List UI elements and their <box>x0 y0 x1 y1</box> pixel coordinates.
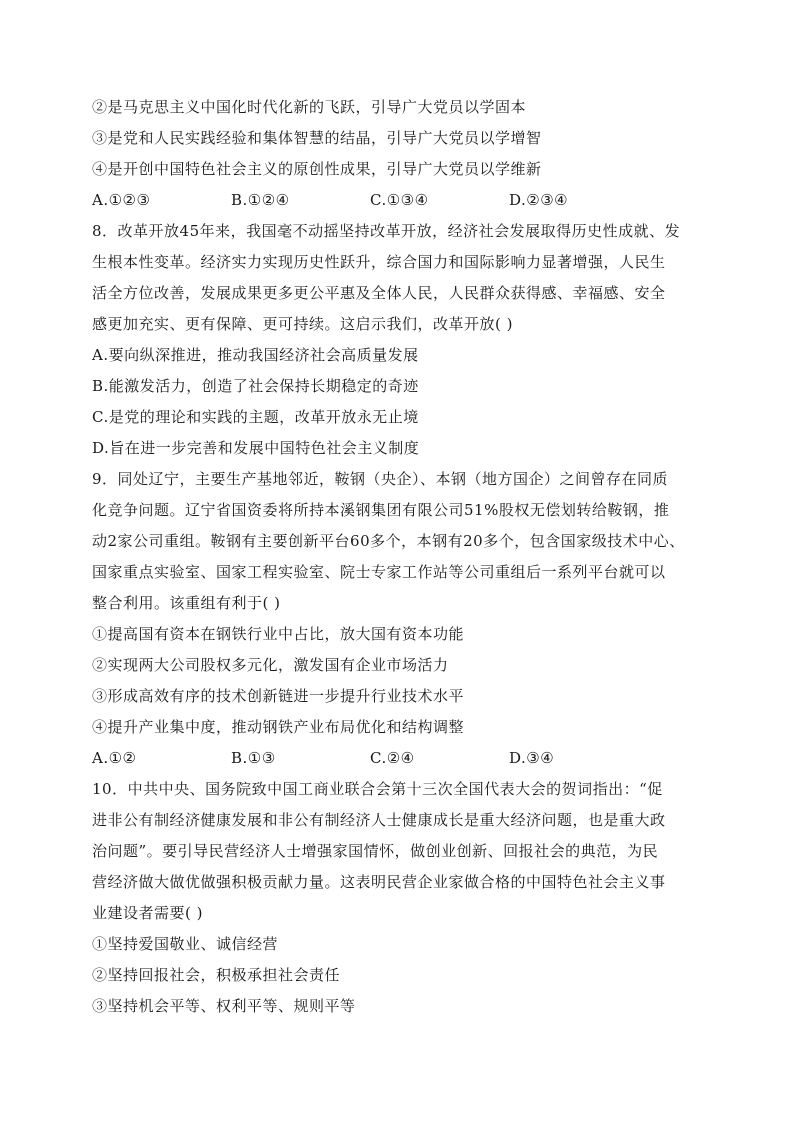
q9-stem-line-1: 9．同处辽宁，主要生产基地邻近，鞍钢（央企）、本钢（地方国企）之间曾存在同质 <box>92 470 669 488</box>
q9-option-a[interactable]: A.①② <box>92 749 137 767</box>
q10-stem-line-5: 业建设者需要( ) <box>92 904 203 922</box>
q9-option-c[interactable]: C.②④ <box>370 749 415 767</box>
exam-page <box>92 92 712 1022</box>
q7-item-2: ②是马克思主义中国化时代化新的飞跃，引导广大党员以学固本 <box>92 98 527 116</box>
q10-item-1: ①坚持爱国敬业、诚信经营 <box>92 935 279 953</box>
q9-item-4: ④提升产业集中度，推动钢铁产业布局优化和结构调整 <box>92 718 465 736</box>
q8-option-a[interactable]: A.要向纵深推进，推动我国经济社会高质量发展 <box>92 346 419 364</box>
q8-option-b[interactable]: B.能激发活力，创造了社会保持长期稳定的奇迹 <box>92 377 419 395</box>
q7-option-c[interactable]: C.①③④ <box>370 191 429 209</box>
q7-options <box>92 185 712 216</box>
q9-stem-line-5: 整合利用。该重组有利于( ) <box>92 594 281 612</box>
q9-option-d[interactable]: D.③④ <box>509 749 555 767</box>
q8-stem-line-2: 生根本性变革。经济实力实现历史性跃升，综合国力和国际影响力显著增强，人民生 <box>92 253 666 271</box>
q10-stem-line-1: 10．中共中央、国务院致中国工商业联合会第十三次全国代表大会的贺词指出：“促 <box>92 780 663 798</box>
q9-stem-line-3: 动2家公司重组。鞍钢有主要创新平台60多个，本钢有20多个，包含国家级技术中心、 <box>92 532 685 550</box>
q10-stem-line-3: 治问题”。要引导民营经济人士增强家国情怀，做创业创新、回报社会的典范，为民 <box>92 842 659 860</box>
q9-options <box>92 743 712 774</box>
q7-item-4: ④是开创中国特色社会主义的原创性成果，引导广大党员以学维新 <box>92 160 542 178</box>
q8-stem-line-4: 感更加充实、更有保障、更可持续。这启示我们，改革开放( ) <box>92 315 513 333</box>
q10-item-2: ②坚持回报社会，积极承担社会责任 <box>92 966 341 984</box>
q9-item-1: ①提高国有资本在钢铁行业中占比，放大国有资本功能 <box>92 625 465 643</box>
q9-stem-line-2: 化竞争问题。辽宁省国资委将所持本溪钢集团有限公司51%股权无偿划转给鞍钢，推 <box>92 501 670 519</box>
q8-stem-line-1: 8．改革开放45年来，我国毫不动摇坚持改革开放，经济社会发展取得历史性成就、发 <box>92 222 681 240</box>
q8-stem-line-3: 活全方位改善，发展成果更多更公平惠及全体人民，人民群众获得感、幸福感、安全 <box>92 284 666 302</box>
q7-option-b[interactable]: B.①②④ <box>231 191 290 209</box>
q8-option-c[interactable]: C.是党的理论和实践的主题，改革开放永无止境 <box>92 408 419 426</box>
q7-option-a[interactable]: A.①②③ <box>92 191 151 209</box>
q9-item-3: ③形成高效有序的技术创新链进一步提升行业技术水平 <box>92 687 465 705</box>
q9-item-2: ②实现两大公司股权多元化，激发国有企业市场活力 <box>92 656 449 674</box>
q7-item-3: ③是党和人民实践经验和集体智慧的结晶，引导广大党员以学增智 <box>92 129 542 147</box>
q9-stem-line-4: 国家重点实验室、国家工程实验室、院士专家工作站等公司重组后一系列平台就可以 <box>92 563 666 581</box>
q9-option-b[interactable]: B.①③ <box>231 749 276 767</box>
q7-option-d[interactable]: D.②③④ <box>509 191 569 209</box>
q10-stem-line-2: 进非公有制经济健康发展和非公有制经济人士健康成长是重大经济问题，也是重大政 <box>92 811 666 829</box>
q10-item-3: ③坚持机会平等、权利平等、规则平等 <box>92 997 356 1015</box>
q8-option-d[interactable]: D.旨在进一步完善和发展中国特色社会主义制度 <box>92 439 420 457</box>
q10-stem-line-4: 营经济做大做优做强积极贡献力量。这表明民营企业家做合格的中国特色社会主义事 <box>92 873 666 891</box>
